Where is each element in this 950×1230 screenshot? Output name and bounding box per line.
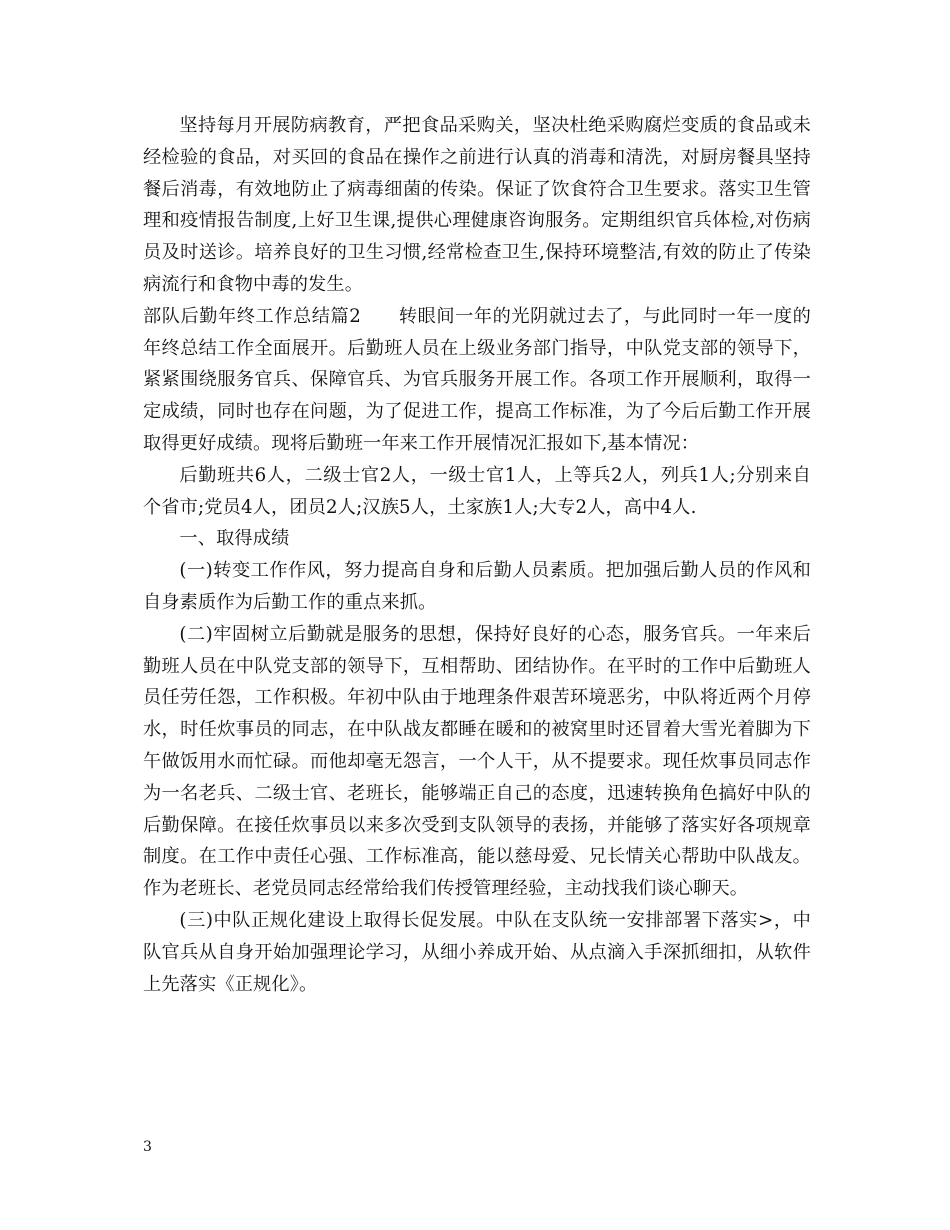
- paragraph-section-2-intro: 部队后勤年终工作总结篇2 转眼间一年的光阴就过去了，与此同时一年一度的年终总结工作全面展开。后勤班人员在上级业务部门指导，中队党支部的领导下，紧紧围绕服务官兵、保障官兵、为官兵服务开展工作。各项工作开展顺利，取得一定成绩，同时也存在问题，为了促进工作，提高工作标准，为了今后后勤工作开展取得更好成绩。现将后勤班一年来工作开展情况汇报如下,基本情况：: [143, 305, 811, 454]
- paragraph-item-3: (三)中队正规化建设上取得长促发展。中队在支队统一安排部署下落实>，中队官兵从自身开始加强理论学习，从细小养成开始、从点滴入手深抓细扣，从软件上先落实《正规化》。: [143, 909, 811, 995]
- page-number: 3: [143, 1139, 152, 1155]
- paragraph-item-2: (二)牢固树立后勤就是服务的思想，保持好良好的心态，服务官兵。一年来后勤班人员在中队党支部的领导下，互相帮助、团结协作。在平时的工作中后勤班人员任劳任怨，工作积极。年初中队由于地理条件艰苦环境恶劣，中队将近两个月停水，时任炊事员的同志，在中队战友都睡在暖和的被窝里时还冒着大雪光着脚为下午做饭用水而忙碌。而他却毫无怨言，一个人干，从不提要求。现任炊事员同志作为一名老兵、二级士官、老班长，能够端正自己的态度，迅速转换角色搞好中队的后勤保障。在接任炊事员以来多次受到支队领导的表扬，并能够了落实好各项规章制度。在工作中责任心强、工作标准高，能以慈母爱、兄长情关心帮助中队战友。作为老班长、老党员同志经常给我们传授管理经验，主动找我们谈心聊天。: [143, 623, 811, 900]
- paragraph-hygiene: 坚持每月开展防病教育，严把食品采购关，坚决杜绝采购腐烂变质的食品或未经检验的食品，对买回的食品在操作之前进行认真的消毒和清洗，对厨房餐具坚持餐后消毒，有效地防止了病毒细菌的传染。保证了饮食符合卫生要求。落实卫生管理和疫情报告制度,上好卫生课,提供心理健康咨询服务。定期组织官兵体检,对伤病员及时送诊。培养良好的卫生习惯,经常检查卫生,保持环境整洁,有效的防止了传染病流行和食物中毒的发生。: [143, 115, 811, 295]
- heading-achievements: 一、取得成绩: [179, 528, 290, 550]
- paragraph-item-1: (一)转变工作作风，努力提高自身和后勤人员素质。把加强后勤人员的作风和自身素质作为后勤工作的重点来抓。: [143, 560, 811, 613]
- paragraph-basic-info: 后勤班共6人，二级士官2人，一级士官1人，上等兵2人，列兵1人;分别来自个省市;党员4人，团员2人;汉族5人，土家族1人;大专2人，高中4人.: [143, 464, 811, 518]
- document-body: [143, 110, 811, 1000]
